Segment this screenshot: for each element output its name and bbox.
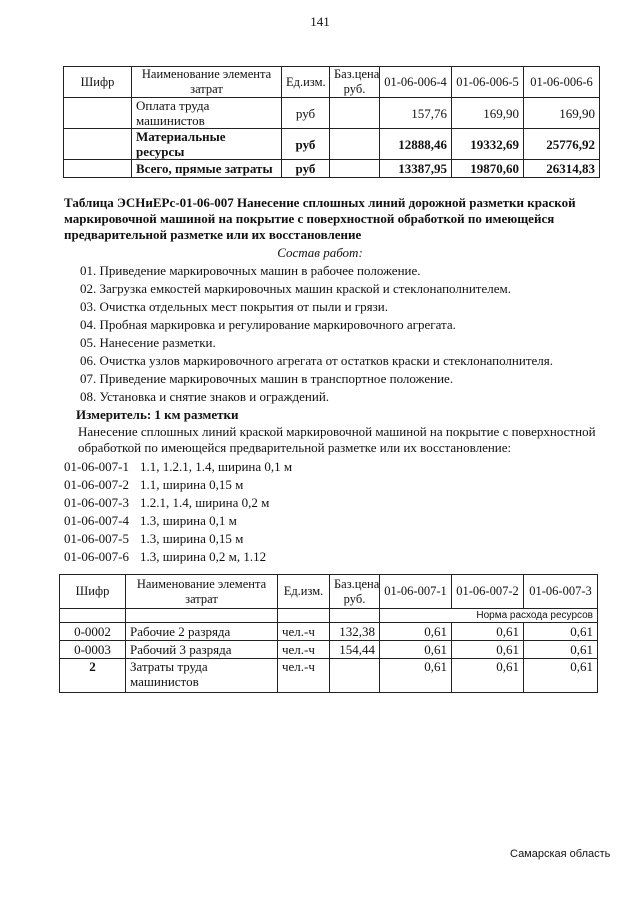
cell-unit: руб [282, 98, 330, 129]
work-item: 06. Очистка узлов маркировочного агрегата от остатков краски и стеклонаполнителя. [80, 353, 554, 368]
cell-value-3: 169,90 [524, 98, 600, 129]
header-unit: Ед.изм. [278, 575, 330, 609]
cell-unit: чел.-ч [278, 641, 330, 659]
cell-price [330, 160, 380, 178]
cell-price [330, 659, 380, 693]
code-desc: 1.3, ширина 0,15 м [140, 531, 244, 546]
table-row [64, 129, 600, 160]
empty-cell [278, 609, 330, 623]
code-entry [64, 549, 266, 565]
page-number: 141 [310, 14, 330, 29]
cell-cipher: 0-0003 [60, 641, 126, 659]
empty-cell [60, 609, 126, 623]
table-row [64, 98, 600, 129]
code-entry [64, 459, 292, 475]
cell-cipher [64, 98, 132, 129]
cell-value-1: 0,61 [380, 641, 452, 659]
cell-cipher [64, 129, 132, 160]
code-desc: 1.2.1, 1.4, ширина 0,2 м [140, 495, 270, 510]
cell-value-1: 13387,95 [380, 160, 452, 178]
work-item: 04. Пробная маркировка и регулирование маркировочного агрегата. [80, 317, 456, 332]
cell-value-1: 0,61 [380, 659, 452, 693]
work-item: 07. Приведение маркировочных машин в транспортное положение. [80, 371, 454, 386]
cell-name: Затраты труда машинистов [126, 659, 278, 693]
norm-label: Норма расхода ресурсов [380, 609, 598, 623]
code-id: 01-06-007-2 [64, 477, 129, 492]
table-row [60, 623, 598, 641]
code-desc: 1.1, ширина 0,15 м [140, 477, 244, 492]
empty-cell [330, 609, 380, 623]
cell-name: Рабочий 3 разряда [126, 641, 278, 659]
cost-table-006 [63, 66, 600, 178]
cell-name: Оплата труда машинистов [132, 98, 282, 129]
cell-unit: чел.-ч [278, 623, 330, 641]
meter-label: Измеритель: 1 км разметки [76, 407, 239, 422]
table-row [60, 641, 598, 659]
table-title: Таблица ЭСНиЕРс-01-06-007 Нанесение сплошных линий дорожной разметки краской маркировочной машиной на покрытие с поверхностной обработкой по имеющейся предварительной разметке или их восстановление [64, 195, 576, 242]
cell-value-2: 169,90 [452, 98, 524, 129]
cell-unit: руб [282, 129, 330, 160]
code-entry [64, 531, 243, 547]
table-header-row [60, 575, 598, 609]
table-row [60, 659, 598, 693]
cell-value-1: 12888,46 [380, 129, 452, 160]
code-desc: 1.3, ширина 0,2 м, 1.12 [140, 549, 267, 564]
cell-value-1: 157,76 [380, 98, 452, 129]
code-entry [64, 495, 269, 511]
footer-region: Самарская область [510, 848, 611, 860]
code-id: 01-06-007-3 [64, 495, 129, 510]
cell-value-2: 0,61 [452, 623, 524, 641]
composition-title: Состав работ: [277, 245, 363, 260]
work-item: 08. Установка и снятие знаков и ограждений. [80, 389, 330, 404]
header-code-2: 01-06-006-5 [452, 67, 524, 98]
work-item: 05. Нанесение разметки. [80, 335, 216, 350]
header-base-price: Баз.цена руб. [330, 575, 380, 609]
cell-unit: руб [282, 160, 330, 178]
header-cipher: Шифр [64, 67, 132, 98]
cell-price: 154,44 [330, 641, 380, 659]
code-id: 01-06-007-6 [64, 549, 129, 564]
cell-value-3: 25776,92 [524, 129, 600, 160]
cell-name: Всего, прямые затраты [132, 160, 282, 178]
cell-value-3: 0,61 [524, 641, 598, 659]
header-element-name: Наименование элемента затрат [132, 67, 282, 98]
code-id: 01-06-007-1 [64, 459, 129, 474]
cell-value-1: 0,61 [380, 623, 452, 641]
cell-value-2: 19870,60 [452, 160, 524, 178]
cell-name: Материальные ресурсы [132, 129, 282, 160]
header-code-2: 01-06-007-2 [452, 575, 524, 609]
table-header-row [64, 67, 600, 98]
cell-price [330, 98, 380, 129]
code-id: 01-06-007-4 [64, 513, 129, 528]
code-desc: 1.3, ширина 0,1 м [140, 513, 237, 528]
cell-cipher: 2 [60, 659, 126, 693]
header-code-3: 01-06-007-3 [524, 575, 598, 609]
cell-value-2: 0,61 [452, 641, 524, 659]
norm-label-row [60, 609, 598, 623]
code-entry [64, 513, 237, 529]
work-item: 03. Очистка отдельных мест покрытия от пыли и грязи. [80, 299, 388, 314]
cell-price [330, 129, 380, 160]
cell-value-3: 0,61 [524, 659, 598, 693]
cell-value-2: 19332,69 [452, 129, 524, 160]
code-entry [64, 477, 243, 493]
cell-unit: чел.-ч [278, 659, 330, 693]
resource-norm-table-007 [59, 574, 598, 693]
cell-price: 132,38 [330, 623, 380, 641]
table-row [64, 160, 600, 178]
header-unit: Ед.изм. [282, 67, 330, 98]
work-item: 01. Приведение маркировочных машин в рабочее положение. [80, 263, 421, 278]
header-code-3: 01-06-006-6 [524, 67, 600, 98]
header-code-1: 01-06-006-4 [380, 67, 452, 98]
code-desc: 1.1, 1.2.1, 1.4, ширина 0,1 м [140, 459, 293, 474]
cell-value-3: 0,61 [524, 623, 598, 641]
work-item: 02. Загрузка емкостей маркировочных машин краской и стеклонаполнителем. [80, 281, 511, 296]
cell-value-3: 26314,83 [524, 160, 600, 178]
cell-cipher [64, 160, 132, 178]
header-cipher: Шифр [60, 575, 126, 609]
cell-cipher: 0-0002 [60, 623, 126, 641]
header-code-1: 01-06-007-1 [380, 575, 452, 609]
cell-value-2: 0,61 [452, 659, 524, 693]
cell-name: Рабочие 2 разряда [126, 623, 278, 641]
header-element-name: Наименование элемента затрат [126, 575, 278, 609]
meter-description: Нанесение сплошных линий краской маркировочной машиной на покрытие с поверхностной обработкой по имеющейся предварительной разметке или их восстановление: [78, 424, 596, 455]
header-base-price: Баз.цена руб. [330, 67, 380, 98]
code-id: 01-06-007-5 [64, 531, 129, 546]
empty-cell [126, 609, 278, 623]
